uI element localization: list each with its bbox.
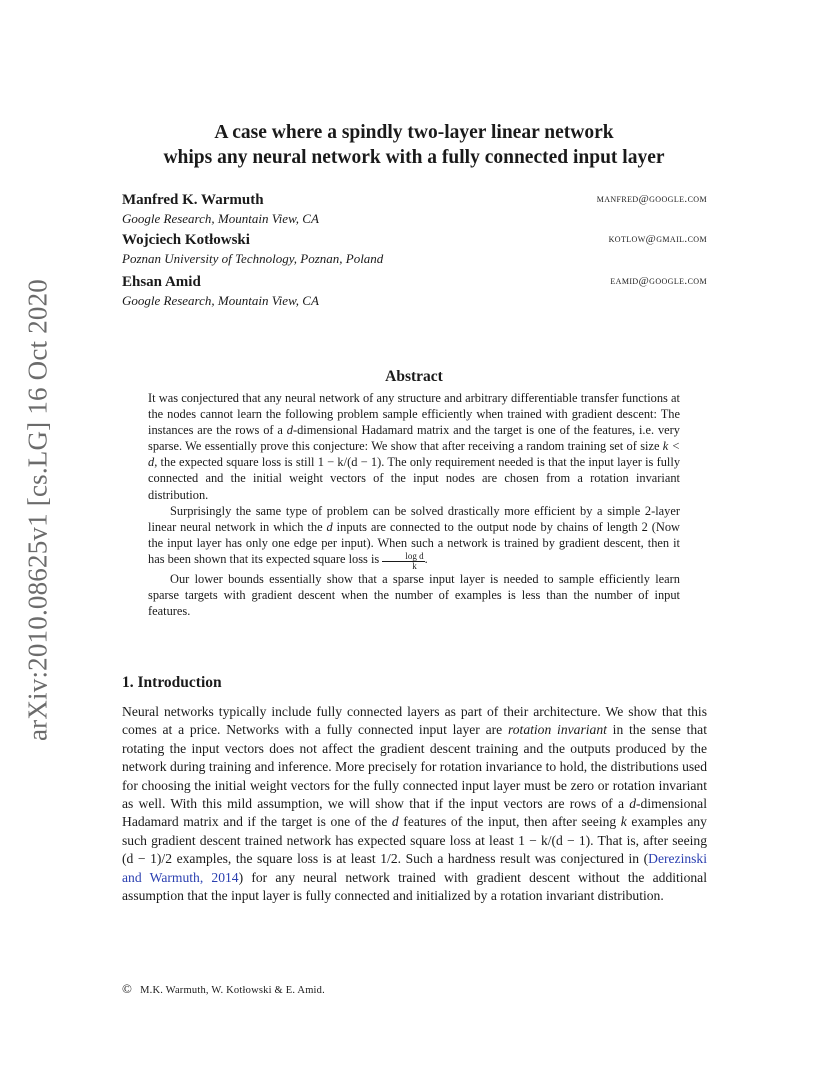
paper-title: [90, 120, 738, 170]
author-email[interactable]: kotlow@gmail.com: [608, 233, 707, 245]
abstract-text: inputs are connected to the output node by chains of length 2 (Now the input layer has only one edge per input). When such a network is trained by gradient descent, then it has been shown that its expected square loss is: [148, 519, 680, 566]
body-text: in the sense that rotating the input vectors does not affect the gradient descent training and the outputs produced by the network during training and inference. More precisely for rotation invariance to hold, the distributions used for choosing the initial weight vectors for the fully connected input layer must be zero or rotation invariant as well. With this mild assumption, we will show that if the input vectors are rows of a: [122, 722, 707, 812]
emphasis-text: rotation invariant: [507, 722, 607, 738]
abstract-text: . The only requirement needed is that the input layer is fully connected and the initial weight vectors of the input nodes are chosen from a rotation invariant distribution.: [148, 455, 681, 502]
introduction-body: [122, 703, 707, 905]
math-var: d: [326, 519, 333, 534]
abstract-text: Surprisingly the same type of problem can be solved drastically more efficient by a simple 2-layer linear neural network in which the: [148, 503, 680, 534]
body-text: features of the input, then after seeing: [398, 814, 621, 830]
body-text: -dimensional Hadamard matrix and if the target is one of the: [122, 796, 707, 830]
math-inline: k < d: [148, 439, 680, 470]
abstract-text: It was conjectured that any neural network of any structure and arbitrary differentiable transfer functions at the nodes cannot learn the following problem sample efficiently when trained with gradient descent: The instances are the rows of a: [148, 391, 680, 438]
body-text: . That is, after seeing: [590, 832, 707, 848]
author-affiliation: Poznan University of Technology, Poznan, Poland: [122, 251, 384, 266]
math-var: d: [286, 423, 293, 438]
author-name: Ehsan Amid: [122, 274, 201, 290]
math-inline: 1/2: [380, 851, 398, 867]
page-footer: [122, 981, 325, 997]
author-affiliation: Google Research, Mountain View, CA: [122, 211, 319, 226]
abstract-text: .: [424, 551, 428, 566]
body-text: examples any such gradient descent trained network has expected square loss at least: [122, 814, 707, 848]
section-heading: 1. Introduction: [122, 674, 222, 691]
author-email[interactable]: manfred@google.com: [596, 193, 707, 205]
math-inline: 1 − k/(d − 1): [518, 832, 591, 848]
body-text: ) for any neural network trained with gradient descent without the additional assumption that the input layer is fully connected and initialized by a rotation invariant distribution.: [122, 869, 707, 904]
abstract-heading: Abstract: [385, 368, 443, 385]
math-var: k: [620, 814, 627, 830]
body-text: Neural networks typically include fully connected layers as part of their architecture. We show that this comes at a price. Networks with a fully connected input layer are: [122, 704, 707, 738]
fraction-denominator: k: [412, 560, 417, 571]
author-email[interactable]: eamid@google.com: [610, 275, 707, 287]
author-block-3: [122, 273, 707, 309]
abstract-body: [148, 390, 680, 619]
abstract-paragraph-2: [148, 503, 680, 571]
math-var: d: [391, 814, 399, 830]
abstract-paragraph-3: Our lower bounds essentially show that a sparse input layer is needed to sample efficiently learn sparse targets with gradient descent when the number of examples is less than the number of input features.: [148, 571, 680, 619]
author-block-2: [122, 231, 707, 267]
math-var: d: [629, 796, 637, 812]
arxiv-stamp: [18, 230, 58, 790]
fraction-numerator: log d: [382, 552, 424, 562]
abstract-text: -dimensional Hadamard matrix and the target is one of the features, i.e. very sparse. We essentially prove this conjecture: We show that after receiving a random training set of size: [148, 423, 680, 454]
body-text: examples, the square loss is at least: [172, 851, 381, 867]
abstract-paragraph-1: [148, 390, 680, 503]
body-text: . Such a hardness result was conjectured in (: [397, 851, 649, 867]
citation-link[interactable]: Derezinski and Warmuth, 2014: [122, 851, 708, 885]
copyright-icon: ©: [122, 981, 133, 996]
author-name: Manfred K. Warmuth: [122, 192, 264, 208]
author-affiliation: Google Research, Mountain View, CA: [122, 293, 319, 308]
footer-text: M.K. Warmuth, W. Kotłowski & E. Amid.: [140, 985, 325, 996]
introduction-paragraph: [122, 703, 707, 905]
math-inline: 1 − k/(d − 1): [317, 455, 382, 470]
author-block-1: [122, 191, 707, 227]
title-line-1: A case where a spindly two-layer linear network: [214, 122, 614, 143]
arxiv-stamp-text: arXiv:2010.08625v1 [cs.LG] 16 Oct 2020: [22, 278, 53, 742]
author-name: Wojciech Kotłowski: [122, 232, 250, 248]
abstract-text: , the expected square loss is still: [154, 455, 318, 470]
math-fraction: [382, 552, 424, 571]
math-inline: (d − 1)/2: [122, 851, 173, 867]
title-line-2: whips any neural network with a fully connected input layer: [163, 147, 665, 168]
